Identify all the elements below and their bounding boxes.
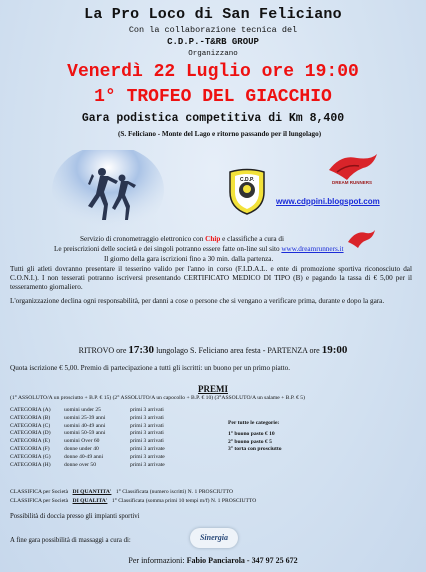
per-categorie-title: Per tutte le categorie: bbox=[228, 420, 280, 426]
tesserino-paragraph: Tutti gli atleti dovranno presentare il tesserino valido per l'anno in corso (F.I.D.A.L. e ente di promozione sportiva riconosciuto dal C.O.N.I.). I non tesserati potranno iscriversi presentando CERTIFICATO MEDICO DI TIPO (B) e pagando la tassa di € 5,00 per il tesseramento giornaliero. bbox=[10, 265, 412, 291]
categoria-row bbox=[10, 423, 165, 430]
categoria-prize: primi 3 arrivate bbox=[130, 461, 165, 468]
route-description: (S. Feliciano - Monte del Lago e ritorno passando per il lungolago) bbox=[118, 130, 322, 138]
iscrizioni-line: Il giorno della gara iscrizioni fino a 30 min. dalla partenza. bbox=[104, 255, 274, 263]
categoria-prize: primi 3 arrivate bbox=[130, 453, 165, 460]
categoria-row bbox=[10, 438, 165, 445]
doccia-line: Possibilità di doccia presso gli impianti sportivi bbox=[10, 513, 140, 520]
categoria-code: CATEGORIA (D) bbox=[10, 430, 51, 437]
categoria-code: CATEGORIA (F) bbox=[10, 445, 50, 452]
club-shield-logo bbox=[228, 168, 266, 216]
preiscrizioni-line bbox=[54, 245, 344, 253]
categoria-desc: uomini 40-49 anni bbox=[64, 422, 106, 429]
categoria-desc: uomini Over 60 bbox=[64, 438, 100, 445]
premi-title: PREMI bbox=[198, 384, 228, 394]
responsibility-paragraph: L'organizzazione declina ogni responsabilità, per danni a cose o persone che si vengano a verificare prima, durante e dopo la gara. bbox=[10, 297, 385, 305]
classifica-quantita bbox=[10, 489, 233, 496]
categoria-desc: uomini under 25 bbox=[64, 407, 101, 413]
categoria-code: CATEGORIA (H) bbox=[10, 461, 51, 468]
categoria-row bbox=[10, 446, 165, 453]
categoria-desc: uomini 25-39 anni bbox=[64, 414, 106, 421]
classifica-text: 1° Classificata (numero iscritti) N. 1 PROSCIUTTO bbox=[115, 489, 234, 495]
categoria-code: CATEGORIA (B) bbox=[10, 414, 51, 421]
contact-value: Fabio Panciarola - 347 97 25 672 bbox=[186, 556, 298, 565]
contact-label: Per informazioni: bbox=[128, 556, 187, 565]
chip-text: Chip bbox=[205, 235, 221, 243]
categoria-row bbox=[10, 462, 165, 469]
timing-text: Servizio di cronometraggio elettronico con bbox=[80, 235, 206, 243]
categoria-code: CATEGORIA (A) bbox=[10, 407, 51, 413]
partenza-time: 19:00 bbox=[321, 344, 348, 356]
categoria-code: CATEGORIA (C) bbox=[10, 422, 51, 429]
timing-text-end: e classifiche a cura di bbox=[220, 235, 284, 243]
runners-illustration bbox=[52, 150, 164, 240]
categoria-row bbox=[10, 415, 165, 422]
categorie-list bbox=[10, 407, 165, 468]
organizzano-label: Organizzano bbox=[188, 50, 238, 58]
event-subtitle: Gara podistica competitiva di Km 8,400 bbox=[81, 112, 345, 125]
classifica-qualita bbox=[10, 498, 256, 505]
categoria-row bbox=[10, 407, 165, 414]
ritrovo-line bbox=[0, 344, 426, 356]
ritrovo-time: 17:30 bbox=[128, 344, 155, 356]
categoria-desc: donne over 50 bbox=[64, 461, 97, 468]
categoria-row bbox=[10, 454, 165, 461]
timing-service-line bbox=[80, 235, 284, 243]
blog-link[interactable]: www.cdppini.blogspot.com bbox=[276, 197, 380, 206]
classifica-text: 1° Classificata (somma primi 10 tempi m/f) N. 1 PROSCIUTTO bbox=[111, 498, 257, 504]
classifica-label: CLASSIFICA per Società bbox=[10, 489, 69, 495]
categoria-prize: primi 3 arrivati bbox=[130, 414, 164, 421]
premi-assoluti: (1° ASSOLUTO/A un prosciutto + B.P. € 15) (2° ASSOLUTO/A un capocollo + B.P. € 10) (3°ASSOLUTO/A un salame + B.P. € 5) bbox=[10, 395, 305, 401]
categoria-prize: primi 3 arrivati bbox=[130, 438, 164, 445]
per-categorie-item: 3° torta con prosciutto bbox=[228, 446, 282, 453]
event-date: Venerdì 22 Luglio ore 19:00 bbox=[67, 62, 359, 82]
categoria-prize: primi 3 arrivati bbox=[130, 422, 164, 429]
dreamrunners-link[interactable]: www.dreamrunners.it bbox=[281, 245, 344, 253]
classifica-type: DI QUANTITA' bbox=[72, 489, 112, 495]
categoria-row bbox=[10, 430, 165, 437]
categoria-desc: donne 40-49 anni bbox=[64, 453, 104, 460]
dream-runners-small-logo bbox=[346, 228, 376, 252]
page-title: La Pro Loco di San Feliciano bbox=[84, 6, 342, 23]
categoria-prize: primi 3 arrivati bbox=[130, 430, 164, 437]
per-categorie-box bbox=[228, 420, 282, 453]
classifica-type: DI QUALITA' bbox=[72, 498, 108, 504]
categoria-desc: donne under 40 bbox=[64, 445, 99, 452]
group-name: C.D.P.-T&RB GROUP bbox=[167, 37, 259, 47]
ritrovo-mid: lungolago S. Feliciano area festa - PARTENZA ore bbox=[154, 346, 322, 355]
classifica-label: CLASSIFICA per Società bbox=[10, 498, 69, 504]
massaggi-line: A fine gara possibilità di massaggi a cura di: bbox=[10, 537, 131, 544]
event-title: 1° TROFEO DEL GIACCHIO bbox=[94, 87, 332, 107]
categoria-prize: primi 3 arrivate bbox=[130, 445, 165, 452]
collab-line: Con la collaborazione tecnica del bbox=[128, 25, 298, 35]
sinergia-logo bbox=[190, 528, 238, 548]
categoria-prize: primi 3 arrivati bbox=[130, 407, 164, 413]
svg-text:DREAM RUNNERS: DREAM RUNNERS bbox=[331, 180, 373, 185]
dream-runners-logo bbox=[323, 150, 381, 186]
categoria-code: CATEGORIA (G) bbox=[10, 453, 51, 460]
preiscrizioni-text: Le preiscrizioni delle società e dei singoli potranno essere fatte on-line sul sito bbox=[54, 245, 282, 253]
sinergia-logo-text: Sinergia bbox=[199, 533, 228, 542]
quota-line: Quota iscrizione € 5,00. Premio di partecipazione a tutti gli iscritti: un buono per un primo piatto. bbox=[10, 364, 291, 372]
svg-text:C.D.P.: C.D.P. bbox=[239, 177, 255, 183]
ritrovo-pre: RITROVO ore bbox=[78, 346, 129, 355]
contact-line bbox=[0, 556, 426, 565]
per-categorie-item: 1° buono pasto € 10 bbox=[228, 430, 275, 437]
categoria-code: CATEGORIA (E) bbox=[10, 438, 50, 445]
per-categorie-item: 2° buono pasto € 5 bbox=[228, 438, 272, 445]
categoria-desc: uomini 50-59 anni bbox=[64, 430, 106, 437]
